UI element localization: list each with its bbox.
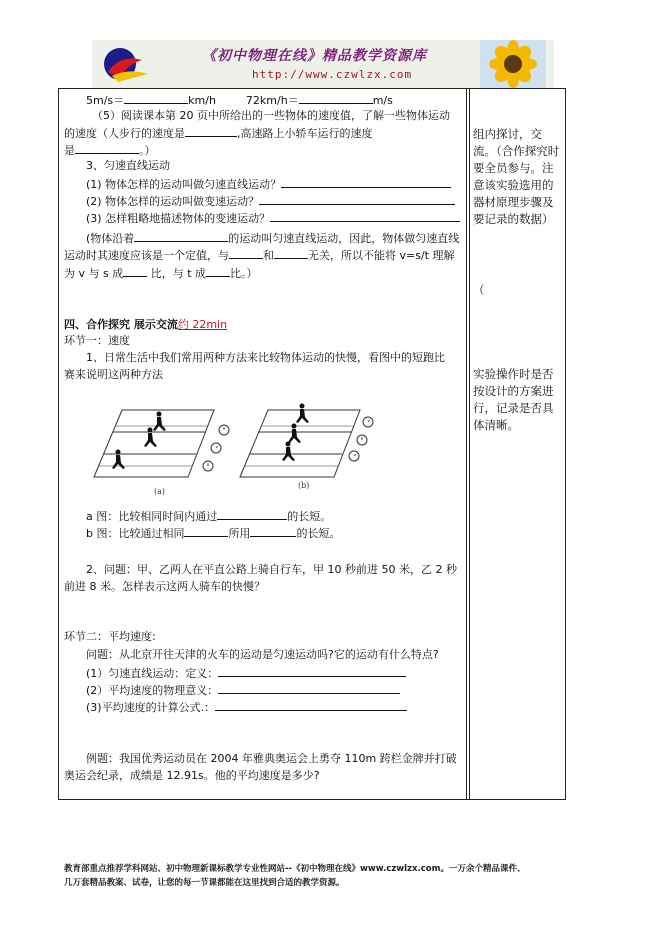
figure-b-label: (b)	[298, 481, 310, 490]
q1-line2: 赛来说明这两种方法	[64, 368, 163, 381]
summary-line1: (物体沿着 的运动叫匀速直线运动，因此，物体做匀速直线	[86, 232, 460, 245]
question-variable-motion: (2) 物体怎样的运动叫做变速运动？	[86, 193, 455, 209]
train-problem: 问题：从北京开往天津的火车的运动是匀速运动吗?它的运动有什么特点?	[86, 648, 439, 661]
section4-heading: 四、合作探究 展示交流约 22min	[64, 318, 228, 331]
section3-title: 3、匀速直线运动	[86, 159, 170, 172]
summary-line3: 为 v 与 s 成 比，与 t 成 比。）	[64, 267, 258, 280]
uniform-motion-definition: (1）匀速直线运动：定义：	[86, 665, 406, 681]
time-allocation: 约 22min	[177, 318, 228, 331]
link1-title: 环节一：速度	[64, 334, 130, 347]
conversion-line: 5m/s＝ km/h 72km/h＝ m/s	[86, 94, 393, 107]
figure-a-label: (a)	[154, 487, 166, 496]
summary-line2: 运动时其速度应该是一个定值，与 和 无关，所以不能将 v=s/t 理解	[64, 249, 455, 262]
figure-a-caption: a 图：比较相同时间内通过 的长短。	[86, 510, 332, 523]
sprint-race-figure	[92, 392, 386, 500]
sidebar-note-experiment: 实验操作时是否按设计的方案进行，记录是否具体清晰。	[473, 367, 554, 432]
q2-line1: 2、问题：甲、乙两人在平直公路上骑自行车，甲 10 秒前进 50 米，乙 2 秒	[86, 563, 457, 576]
sunflower-icon	[480, 40, 546, 88]
footer-line1: 教育部重点推荐学科网站、初中物理新课标教学专业性网站--《初中物理在线》www.czwlzx.com。一万余个精品课件、	[64, 864, 526, 874]
item5-line3: 是 。）	[64, 144, 156, 157]
example-line2: 奥运会纪录，成绩是 12.91s。他的平均速度是多少?	[64, 769, 320, 782]
banner-url[interactable]: http://www.czwlzx.com	[252, 68, 413, 81]
question-uniform-motion: (1) 物体怎样的运动叫做匀速直线运动？	[86, 176, 451, 192]
question-describe-variable: (3) 怎样粗略地描述物体的变速运动？	[86, 210, 460, 226]
site-logo-icon	[98, 42, 156, 86]
example-line1: 例题：我国优秀运动员在 2004 年雅典奥运会上勇夺 110m 跨栏金牌并打破	[86, 752, 457, 765]
item5-line2: 的速度（人步行的速度是 ,高速路上小轿车运行的速度	[64, 127, 373, 140]
sidebar-note-cooperation: 组内探讨，交流。（合作探究时要全员参与。注意该实验选用的器材原理步骤及要记录的数据）	[473, 127, 560, 226]
average-speed-formula: (3)平均速度的计算公式.：	[86, 699, 407, 715]
average-speed-meaning: (2）平均速度的物理意义：	[86, 682, 400, 698]
column-divider-right	[469, 88, 470, 800]
banner-title: 《初中物理在线》精品教学资源库	[202, 48, 427, 64]
sidebar-paren: （	[473, 283, 485, 297]
figure-b-caption: b 图：比较通过相同 所用 的长短。	[86, 527, 341, 540]
column-divider-left	[466, 88, 467, 800]
link2-title: 环节二：平均速度:	[64, 630, 156, 643]
footer-line2: 几万套精品教案、试卷，让您的每一节课都能在这里找到合适的教学资源。	[64, 878, 345, 888]
q1-line1: 1、日常生活中我们常用两种方法来比较物体运动的快慢，看图中的短跑比	[86, 351, 445, 364]
page-footer	[64, 862, 624, 890]
site-banner	[92, 40, 554, 88]
item5-line1: （5）阅读课本第 20 页中所给出的一些物体的速度值，了解一些物体运动	[92, 109, 450, 122]
q2-line2: 前进 8 米。怎样表示这两人骑车的快慢？	[64, 580, 265, 593]
